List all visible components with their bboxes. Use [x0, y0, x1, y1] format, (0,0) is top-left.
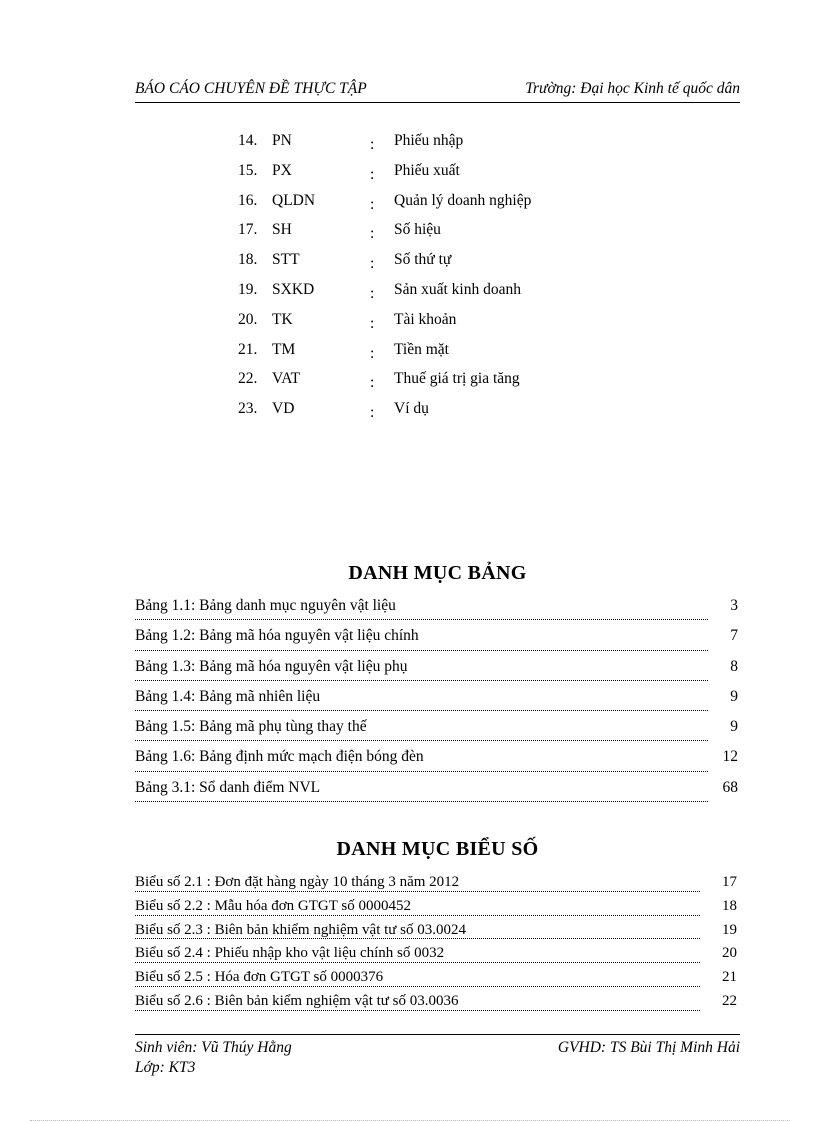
forms-index [135, 874, 740, 1017]
entry-page-number: 9 [730, 687, 738, 705]
page-header [135, 80, 740, 103]
table-index-entry[interactable] [135, 658, 740, 688]
entry-label: Bảng 1.5: Bảng mã phụ tùng thay thế [135, 718, 367, 736]
abbreviation-number: 19. [238, 280, 258, 298]
entry-page-number: 20 [722, 945, 737, 962]
entry-label: Biểu số 2.6 : Biên bản kiểm nghiệm vật tư số 03.0036 [135, 992, 459, 1009]
abbreviation-code: VAT [272, 370, 301, 388]
dot-leader [135, 891, 700, 892]
page-footer [135, 1034, 740, 1076]
abbreviation-list [238, 132, 658, 430]
dot-leader [135, 801, 708, 802]
form-index-entry[interactable] [135, 945, 740, 969]
entry-label: Biểu số 2.3 : Biên bản khiểm nghiệm vật tư số 03.0024 [135, 921, 467, 938]
abbreviation-colon: : [370, 195, 375, 213]
entry-label: Bảng 1.6: Bảng định mức mạch điện bóng đèn [135, 748, 424, 766]
abbreviation-number: 14. [238, 132, 258, 149]
abbreviation-code: TM [272, 340, 296, 358]
form-index-entry[interactable] [135, 874, 740, 898]
table-index-entry[interactable] [135, 718, 740, 748]
abbreviation-meaning: Sản xuất kinh doanh [394, 280, 521, 298]
entry-label: Bảng 1.1: Bảng danh mục nguyên vật liệu [135, 597, 396, 614]
abbreviation-number: 18. [238, 251, 258, 269]
dot-leader [135, 1010, 700, 1011]
abbreviation-meaning: Quản lý doanh nghiệp [394, 191, 532, 209]
abbreviation-number: 22. [238, 370, 258, 388]
dot-leader [135, 740, 708, 741]
report-title: BÁO CÁO CHUYÊN ĐỀ THỰC TẬP [135, 80, 367, 97]
university-name: Trường: Đại học Kinh tế quốc dân [525, 80, 740, 97]
form-index-entry[interactable] [135, 922, 740, 946]
advisor-name: GVHD: TS Bùi Thị Minh Hải [557, 1039, 740, 1056]
student-name: Sinh viên: Vũ Thúy Hằng [135, 1039, 292, 1056]
tables-index [135, 597, 740, 809]
abbreviation-colon: : [370, 136, 375, 153]
abbreviation-row [238, 281, 658, 311]
dot-leader [135, 619, 708, 620]
abbreviation-number: 23. [238, 400, 258, 418]
dot-leader [135, 915, 700, 916]
entry-page-number: 7 [730, 627, 738, 645]
abbreviation-code: TK [272, 310, 293, 328]
abbreviation-row [238, 221, 658, 251]
abbreviation-meaning: Tài khoản [394, 310, 457, 328]
abbreviation-meaning: Phiếu xuất [394, 161, 460, 179]
abbreviation-row [238, 370, 658, 400]
entry-page-number: 9 [730, 718, 738, 736]
abbreviation-row [238, 400, 658, 430]
entry-label: Bảng 1.2: Bảng mã hóa nguyên vật liệu chính [135, 627, 419, 645]
abbreviation-colon: : [370, 374, 375, 392]
form-index-entry[interactable] [135, 993, 740, 1017]
abbreviation-code: SXKD [272, 280, 315, 298]
entry-page-number: 21 [722, 969, 737, 986]
abbreviation-row [238, 341, 658, 371]
entry-label: Biểu số 2.1 : Đơn đặt hàng ngày 10 tháng 3 năm 2012 [135, 874, 460, 890]
page-edge-divider [30, 1120, 790, 1121]
dot-leader [135, 962, 700, 963]
entry-label: Bảng 1.4: Bảng mã nhiên liệu [135, 687, 321, 705]
entry-label: Bảng 1.3: Bảng mã hóa nguyên vật liệu phụ [135, 657, 408, 675]
entry-page-number: 3 [730, 597, 738, 614]
entry-page-number: 12 [722, 748, 738, 766]
entry-page-number: 17 [722, 874, 737, 890]
abbreviation-meaning: Thuế giá trị gia tăng [394, 370, 520, 388]
abbreviation-code: QLDN [272, 191, 316, 209]
dot-leader [135, 650, 708, 651]
abbreviation-code: STT [272, 251, 300, 269]
abbreviation-row [238, 311, 658, 341]
abbreviation-colon: : [370, 284, 375, 302]
class-name: Lớp: KT3 [135, 1059, 196, 1076]
abbreviation-meaning: Số hiệu [394, 221, 441, 239]
dot-leader [135, 710, 708, 711]
dot-leader [135, 680, 708, 681]
entry-label: Biểu số 2.2 : Mẫu hóa đơn GTGT số 0000452 [135, 897, 411, 914]
abbreviation-code: SH [272, 221, 292, 239]
entry-page-number: 68 [722, 778, 738, 796]
abbreviation-meaning: Tiền mặt [394, 340, 449, 358]
abbreviation-colon: : [370, 165, 375, 183]
entry-label: Biểu số 2.4 : Phiếu nhập kho vật liệu chính số 0032 [135, 945, 445, 962]
dot-leader [135, 986, 700, 987]
table-index-entry[interactable] [135, 779, 740, 809]
abbreviation-row [238, 132, 658, 162]
entry-page-number: 18 [722, 897, 737, 914]
abbreviation-code: PN [272, 132, 292, 149]
dot-leader [135, 938, 700, 939]
abbreviation-row [238, 251, 658, 281]
abbreviation-code: VD [272, 400, 295, 418]
abbreviation-number: 15. [238, 161, 258, 179]
entry-label: Biểu số 2.5 : Hóa đơn GTGT số 0000376 [135, 969, 384, 986]
table-index-entry[interactable] [135, 597, 740, 627]
abbreviation-colon: : [370, 314, 375, 332]
entry-page-number: 8 [730, 657, 738, 675]
abbreviation-colon: : [370, 255, 375, 273]
abbreviation-colon: : [370, 404, 375, 422]
abbreviation-number: 21. [238, 340, 258, 358]
dot-leader [135, 771, 708, 772]
abbreviation-number: 20. [238, 310, 258, 328]
table-index-entry[interactable] [135, 627, 740, 657]
abbreviation-colon: : [370, 344, 375, 362]
abbreviation-number: 17. [238, 221, 258, 239]
abbreviation-number: 16. [238, 191, 258, 209]
table-index-entry[interactable] [135, 688, 740, 718]
form-index-entry[interactable] [135, 898, 740, 922]
abbreviation-meaning: Ví dụ [394, 400, 429, 418]
abbreviation-code: PX [272, 161, 292, 179]
abbreviation-row [238, 162, 658, 192]
abbreviation-meaning: Số thứ tự [394, 251, 452, 269]
entry-page-number: 22 [722, 992, 737, 1009]
entry-page-number: 19 [722, 921, 737, 938]
abbreviation-row [238, 192, 658, 222]
tables-section-title: DANH MỤC BẢNG [348, 562, 527, 584]
entry-label: Bảng 3.1: Sổ danh điểm NVL [135, 778, 321, 796]
abbreviation-meaning: Phiếu nhập [394, 132, 464, 149]
form-index-entry[interactable] [135, 969, 740, 993]
table-index-entry[interactable] [135, 748, 740, 778]
abbreviation-colon: : [370, 225, 375, 243]
forms-section-title: DANH MỤC BIỂU SỐ [336, 838, 539, 860]
